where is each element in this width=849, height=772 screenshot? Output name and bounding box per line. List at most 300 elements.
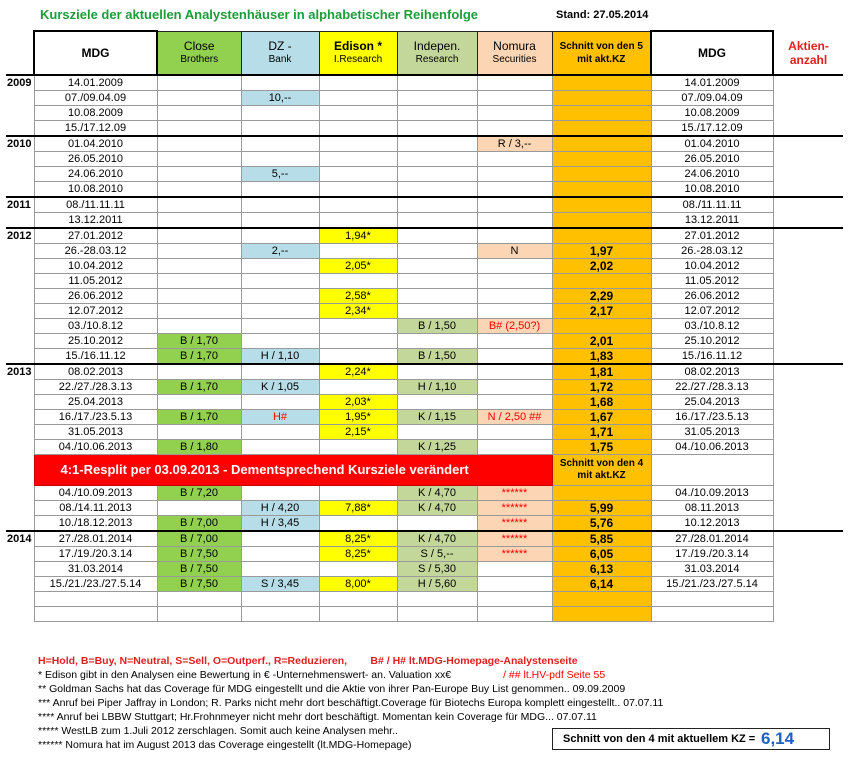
target-cell-no — [477, 440, 552, 455]
target-cell-no — [477, 304, 552, 319]
date-cell: 27./28.01.2014 — [34, 531, 157, 547]
year-label: 2011 — [6, 197, 34, 213]
aktien-cell — [773, 289, 843, 304]
aktien-cell — [773, 562, 843, 577]
average-cell: 2,02 — [552, 259, 651, 274]
aktien-cell — [773, 364, 843, 380]
date-cell: 26.05.2010 — [34, 152, 157, 167]
table-row — [6, 425, 843, 440]
header-mdg-left: MDG — [34, 31, 157, 75]
aktien-cell — [773, 167, 843, 182]
average-cell — [552, 274, 651, 289]
target-cell-dz — [241, 395, 319, 410]
aktien-cell — [773, 547, 843, 562]
resplit-banner: 4:1-Resplit per 03.09.2013 - Dementsprechend Kursziele verändert — [34, 455, 552, 486]
target-cell-dz — [241, 440, 319, 455]
note-nomura: ****** Nomura hat im August 2013 das Coverage eingestellt (lt.MDG-Homepage) — [38, 739, 412, 751]
average-cell — [552, 228, 651, 244]
date-cell-right: 04./10.06.2013 — [651, 440, 773, 455]
target-cell-dz — [241, 607, 319, 622]
target-cell-no — [477, 592, 552, 607]
target-cell-no — [477, 213, 552, 229]
date-cell: 27.01.2012 — [34, 228, 157, 244]
target-cell-dz — [241, 121, 319, 137]
target-cell-ir — [397, 289, 477, 304]
date-cell-right: 04./10.09.2013 — [651, 486, 773, 501]
target-cell-cb — [157, 607, 241, 622]
note-lbbw: **** Anruf bei LBBW Stuttgart; Hr.Frohnmeyer nicht mehr dort beschäftigt. Momentan kein Coverage für MDG... 07.07.11 — [38, 711, 597, 723]
target-cell-no — [477, 259, 552, 274]
target-cell-dz: H# — [241, 410, 319, 425]
target-cell-ed: 7,88* — [319, 501, 397, 516]
date-cell-right: 25.10.2012 — [651, 334, 773, 349]
date-cell: 31.03.2014 — [34, 562, 157, 577]
target-cell-ed — [319, 349, 397, 365]
target-cell-no: ****** — [477, 516, 552, 532]
target-cell-dz — [241, 304, 319, 319]
average-cell — [552, 136, 651, 152]
target-cell-dz — [241, 531, 319, 547]
date-cell-right: 27./28.01.2014 — [651, 531, 773, 547]
date-cell: 14.01.2009 — [34, 75, 157, 91]
average-cell — [552, 167, 651, 182]
date-cell-right: 10.08.2010 — [651, 182, 773, 198]
target-cell-ir — [397, 364, 477, 380]
target-cell-cb — [157, 75, 241, 91]
date-cell: 04./10.09.2013 — [34, 486, 157, 501]
date-cell-right: 08.11.2013 — [651, 501, 773, 516]
target-cell-cb: B / 7,00 — [157, 531, 241, 547]
date-cell: 01.04.2010 — [34, 136, 157, 152]
date-cell-right: 26.-28.03.12 — [651, 244, 773, 259]
table-row — [6, 167, 843, 182]
table-row — [6, 547, 843, 562]
target-cell-ed — [319, 182, 397, 198]
aktien-cell — [773, 516, 843, 532]
year-label — [6, 486, 34, 501]
aktien-cell — [773, 425, 843, 440]
aktien-cell — [773, 152, 843, 167]
date-cell: 13.12.2011 — [34, 213, 157, 229]
header-close-brothers: Close Brothers — [157, 31, 241, 75]
average-cell: 1,83 — [552, 349, 651, 365]
table-row — [6, 319, 843, 334]
aktien-cell — [773, 91, 843, 106]
table-row — [6, 410, 843, 425]
date-cell-right: 03./10.8.12 — [651, 319, 773, 334]
average-cell: 6,13 — [552, 562, 651, 577]
target-cell-no: ****** — [477, 486, 552, 501]
target-cell-cb — [157, 289, 241, 304]
year-label — [6, 213, 34, 229]
year-label: 2014 — [6, 531, 34, 547]
target-cell-ed — [319, 152, 397, 167]
target-cell-ed — [319, 197, 397, 213]
target-cell-dz: S / 3,45 — [241, 577, 319, 592]
year-label — [6, 607, 34, 622]
target-cell-dz: H / 1,10 — [241, 349, 319, 365]
table-row — [6, 364, 843, 380]
table-row — [6, 136, 843, 152]
aktien-cell — [773, 244, 843, 259]
date-cell-right: 24.06.2010 — [651, 167, 773, 182]
table-row — [6, 531, 843, 547]
date-cell-right: 11.05.2012 — [651, 274, 773, 289]
target-cell-dz — [241, 319, 319, 334]
target-cell-ed: 8,25* — [319, 531, 397, 547]
target-cell-ir — [397, 197, 477, 213]
date-cell: 07./09.04.09 — [34, 91, 157, 106]
date-cell-right: 26.06.2012 — [651, 289, 773, 304]
year-label — [6, 334, 34, 349]
header-aktienanzahl: Aktien-anzahl — [788, 38, 829, 67]
target-cell-ed: 1,95* — [319, 410, 397, 425]
target-cell-ir — [397, 121, 477, 137]
target-cell-ed — [319, 592, 397, 607]
table-row — [6, 244, 843, 259]
target-cell-ed — [319, 516, 397, 532]
target-cell-cb: B / 1,70 — [157, 410, 241, 425]
target-cell-cb — [157, 136, 241, 152]
date-cell: 25.10.2012 — [34, 334, 157, 349]
table-row — [6, 380, 843, 395]
date-cell-right: 13.12.2011 — [651, 213, 773, 229]
year-label — [6, 516, 34, 532]
target-cell-cb — [157, 244, 241, 259]
target-cell-cb — [157, 106, 241, 121]
date-cell: 24.06.2010 — [34, 167, 157, 182]
table-row — [6, 197, 843, 213]
target-cell-cb: B / 1,70 — [157, 349, 241, 365]
date-cell-right: 27.01.2012 — [651, 228, 773, 244]
summary-box — [552, 728, 830, 750]
target-cell-ir — [397, 75, 477, 91]
table-row — [6, 607, 843, 622]
table-row — [6, 516, 843, 532]
year-label — [6, 167, 34, 182]
table-row — [6, 121, 843, 137]
target-cell-ed: 2,58* — [319, 289, 397, 304]
date-cell-right — [651, 607, 773, 622]
date-cell: 26.06.2012 — [34, 289, 157, 304]
date-cell-right: 08.02.2013 — [651, 364, 773, 380]
target-cell-cb — [157, 121, 241, 137]
aktien-cell — [773, 182, 843, 198]
target-cell-ir: K / 4,70 — [397, 531, 477, 547]
table-row — [6, 349, 843, 365]
target-cell-ed — [319, 213, 397, 229]
target-cell-dz — [241, 228, 319, 244]
target-cell-cb: B / 7,50 — [157, 562, 241, 577]
year-label — [6, 592, 34, 607]
target-cell-dz — [241, 197, 319, 213]
target-cell-ed: 1,94* — [319, 228, 397, 244]
target-cell-ir — [397, 182, 477, 198]
average-cell — [552, 197, 651, 213]
aktien-cell — [773, 577, 843, 592]
stand-date: Stand: 27.05.2014 — [556, 9, 649, 21]
year-label: 2013 — [6, 364, 34, 380]
target-cell-ir — [397, 91, 477, 106]
year-label — [6, 425, 34, 440]
year-label — [6, 410, 34, 425]
average-cell: 1,72 — [552, 380, 651, 395]
target-cell-dz — [241, 106, 319, 121]
year-label — [6, 274, 34, 289]
note-westlb: ***** WestLB zum 1.Juli 2012 zerschlagen. Somit auch keine Analysen mehr.. — [38, 725, 398, 737]
date-cell-right: 26.05.2010 — [651, 152, 773, 167]
date-cell-right: 31.05.2013 — [651, 425, 773, 440]
year-label: 2012 — [6, 228, 34, 244]
aktien-cell — [773, 486, 843, 501]
year-label — [6, 577, 34, 592]
target-cell-ir — [397, 607, 477, 622]
year-label — [6, 304, 34, 319]
average-cell — [552, 592, 651, 607]
average-cell: 1,67 — [552, 410, 651, 425]
table-row — [6, 334, 843, 349]
date-cell-right: 15./16.11.12 — [651, 349, 773, 365]
target-cell-ir: H / 1,10 — [397, 380, 477, 395]
aktien-cell — [773, 259, 843, 274]
target-cell-ir — [397, 167, 477, 182]
target-cell-ir — [397, 334, 477, 349]
date-cell-right: 15./21./23./27.5.14 — [651, 577, 773, 592]
target-cell-ir: K / 1,15 — [397, 410, 477, 425]
year-label — [6, 259, 34, 274]
average-cell — [552, 607, 651, 622]
target-cell-dz — [241, 152, 319, 167]
target-cell-ed — [319, 486, 397, 501]
target-cell-no: ****** — [477, 547, 552, 562]
target-cell-ed — [319, 75, 397, 91]
target-cell-ir — [397, 274, 477, 289]
target-cell-cb — [157, 304, 241, 319]
date-cell-right: 16./17./23.5.13 — [651, 410, 773, 425]
target-cell-no — [477, 380, 552, 395]
target-cell-ed: 2,24* — [319, 364, 397, 380]
target-cell-cb: B / 7,50 — [157, 547, 241, 562]
date-cell-right: 08./11.11.11 — [651, 197, 773, 213]
summary-label: Schnitt von den 4 mit aktuellem KZ = — [563, 733, 756, 745]
table-row — [6, 577, 843, 592]
table-row — [6, 228, 843, 244]
average-cell: 6,05 — [552, 547, 651, 562]
table-row — [6, 592, 843, 607]
target-cell-cb — [157, 197, 241, 213]
date-cell-right: 12.07.2012 — [651, 304, 773, 319]
target-cell-cb — [157, 228, 241, 244]
target-cell-no: R / 3,-- — [477, 136, 552, 152]
target-cell-ed — [319, 607, 397, 622]
target-cell-dz — [241, 136, 319, 152]
target-cell-ed: 2,05* — [319, 259, 397, 274]
date-cell: 11.05.2012 — [34, 274, 157, 289]
date-cell: 08./14.11.2013 — [34, 501, 157, 516]
aktien-cell — [773, 213, 843, 229]
target-cell-cb: B / 1,70 — [157, 380, 241, 395]
table-row — [6, 562, 843, 577]
aktien-cell — [773, 592, 843, 607]
target-cell-ir: K / 4,70 — [397, 501, 477, 516]
target-cell-no — [477, 152, 552, 167]
header-mdg-right: MDG — [651, 31, 773, 75]
average-cell — [552, 213, 651, 229]
aktien-cell — [773, 319, 843, 334]
target-cell-dz — [241, 547, 319, 562]
average-cell: 2,29 — [552, 289, 651, 304]
target-cell-ed — [319, 334, 397, 349]
year-label — [6, 152, 34, 167]
date-cell — [34, 607, 157, 622]
year-label — [6, 319, 34, 334]
aktien-cell — [773, 501, 843, 516]
target-cell-ed: 2,03* — [319, 395, 397, 410]
kursziele-table — [6, 30, 843, 622]
aktien-cell — [773, 440, 843, 455]
target-cell-ed: 8,00* — [319, 577, 397, 592]
target-cell-ir — [397, 244, 477, 259]
target-cell-cb — [157, 91, 241, 106]
average-cell — [552, 121, 651, 137]
average-cell — [552, 91, 651, 106]
target-cell-dz — [241, 562, 319, 577]
target-cell-cb — [157, 501, 241, 516]
target-cell-ir: B / 1,50 — [397, 349, 477, 365]
table-row — [6, 440, 843, 455]
target-cell-dz: K / 1,05 — [241, 380, 319, 395]
aktien-cell — [773, 531, 843, 547]
table-row — [6, 106, 843, 121]
average-cell: 1,81 — [552, 364, 651, 380]
year-label — [6, 91, 34, 106]
aktien-cell — [773, 380, 843, 395]
target-cell-no — [477, 228, 552, 244]
date-cell: 15./17.12.09 — [34, 121, 157, 137]
date-cell: 08./11.11.11 — [34, 197, 157, 213]
table-row — [6, 455, 843, 486]
date-cell-right: 17./19./20.3.14 — [651, 547, 773, 562]
note-edison: * Edison gibt in den Analysen eine Bewertung in € -Unternehmenswert- an. Valuation xx€ / ## lt.HV-pdf Seite 55 — [38, 669, 606, 681]
average-cell: 5,85 — [552, 531, 651, 547]
target-cell-ed — [319, 380, 397, 395]
target-cell-ed — [319, 562, 397, 577]
target-cell-no: ****** — [477, 531, 552, 547]
header-independent-research: Indepen. Research — [397, 31, 477, 75]
aktien-cell — [773, 136, 843, 152]
target-cell-ed — [319, 136, 397, 152]
target-cell-cb — [157, 167, 241, 182]
target-cell-ir — [397, 152, 477, 167]
date-cell: 25.04.2013 — [34, 395, 157, 410]
note-goldman: ** Goldman Sachs hat das Coverage für MDG eingestellt und die Aktie von ihrer Pan-Europe Buy List genommen.. 09.09.2009 — [38, 683, 626, 695]
date-cell: 17./19./20.3.14 — [34, 547, 157, 562]
year-label — [6, 440, 34, 455]
header-nomura: Nomura Securities — [477, 31, 552, 75]
year-label — [6, 121, 34, 137]
date-cell: 10.08.2010 — [34, 182, 157, 198]
average-cell: 2,17 — [552, 304, 651, 319]
target-cell-ed: 2,15* — [319, 425, 397, 440]
target-cell-no — [477, 425, 552, 440]
target-cell-dz — [241, 182, 319, 198]
target-cell-ir — [397, 259, 477, 274]
date-cell: 15./21./23./27.5.14 — [34, 577, 157, 592]
target-cell-no — [477, 197, 552, 213]
average-cell: 1,68 — [552, 395, 651, 410]
year-label — [6, 349, 34, 365]
header-schnitt: Schnitt von den 5 mit akt.KZ — [552, 31, 651, 75]
table-row — [6, 182, 843, 198]
target-cell-ir — [397, 136, 477, 152]
target-cell-ir — [397, 106, 477, 121]
table-row — [6, 501, 843, 516]
target-cell-dz — [241, 259, 319, 274]
date-cell-right: 25.04.2013 — [651, 395, 773, 410]
target-cell-no — [477, 121, 552, 137]
average-cell: 5,76 — [552, 516, 651, 532]
aktien-cell — [773, 75, 843, 91]
aktien-cell — [773, 121, 843, 137]
aktien-cell — [773, 274, 843, 289]
target-cell-cb — [157, 259, 241, 274]
average-cell — [552, 152, 651, 167]
year-label — [6, 244, 34, 259]
target-cell-no — [477, 75, 552, 91]
target-cell-ir: S / 5,-- — [397, 547, 477, 562]
aktien-cell — [773, 607, 843, 622]
target-cell-no — [477, 607, 552, 622]
average-cell: 6,14 — [552, 577, 651, 592]
target-cell-cb — [157, 395, 241, 410]
target-cell-no: N — [477, 244, 552, 259]
target-cell-ir: K / 4,70 — [397, 486, 477, 501]
target-cell-dz — [241, 75, 319, 91]
target-cell-ir — [397, 304, 477, 319]
target-cell-ir — [397, 516, 477, 532]
table-row — [6, 304, 843, 319]
target-cell-cb: B / 7,00 — [157, 516, 241, 532]
aktien-cell — [773, 304, 843, 319]
table-row — [6, 289, 843, 304]
note-piper: *** Anruf bei Piper Jaffray in London; R. Parks nicht mehr dort beschäftigt.Coverage für Biotechs Europa komplett eingestellt.. 07.07.11 — [38, 697, 664, 709]
aktien-cell — [773, 410, 843, 425]
year-label: 2009 — [6, 75, 34, 91]
date-cell: 15./16.11.12 — [34, 349, 157, 365]
table-row — [6, 213, 843, 229]
date-cell: 10.08.2009 — [34, 106, 157, 121]
target-cell-cb — [157, 319, 241, 334]
date-cell-right — [651, 592, 773, 607]
year-label — [6, 395, 34, 410]
average-cell — [552, 106, 651, 121]
aktien-cell — [773, 228, 843, 244]
target-cell-ed — [319, 274, 397, 289]
target-cell-no — [477, 562, 552, 577]
year-label — [6, 562, 34, 577]
table-row — [6, 395, 843, 410]
target-cell-ir: B / 1,50 — [397, 319, 477, 334]
date-cell-right: 15./17.12.09 — [651, 121, 773, 137]
target-cell-dz: H / 4,20 — [241, 501, 319, 516]
target-cell-ir — [397, 592, 477, 607]
date-cell: 31.05.2013 — [34, 425, 157, 440]
average-cell — [552, 75, 651, 91]
target-cell-ir — [397, 213, 477, 229]
target-cell-cb: B / 7,50 — [157, 577, 241, 592]
legend-line: H=Hold, B=Buy, N=Neutral, S=Sell, O=Outperf., R=Reduzieren, B# / H# lt.MDG-Homepage-Analystenseite — [38, 655, 578, 667]
table-row — [6, 91, 843, 106]
